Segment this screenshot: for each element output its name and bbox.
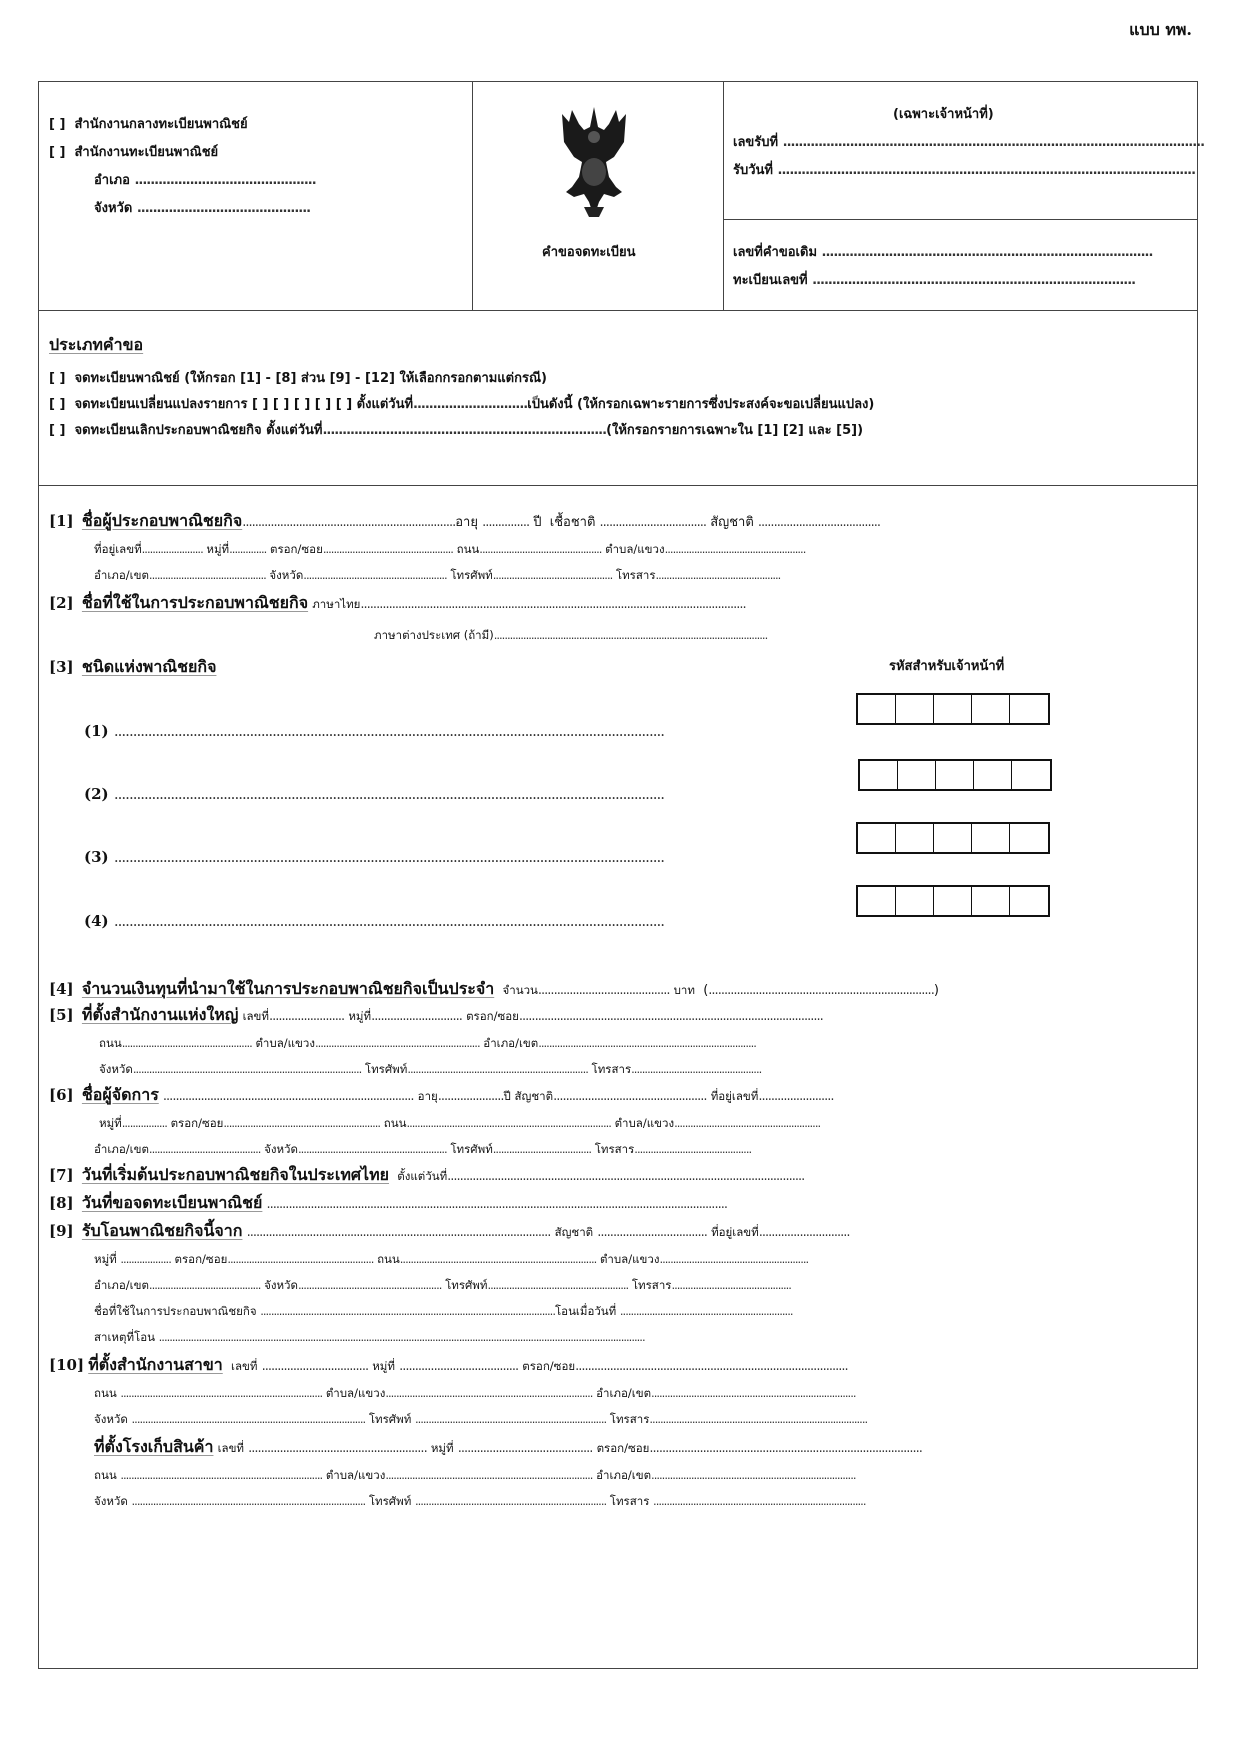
officer-code-box-2[interactable] (858, 759, 1052, 791)
section-5-head-office[interactable]: [5] ที่ตั้งสำนักงานแห่งใหญ่ เลขที่........................ หมู่ที่............................. ตรอก/ซอย................................................................................................. (49, 1005, 823, 1024)
section-10-province[interactable]: จังหวัด ........................................................................................ โทรศัพท์ ........................................................................ โทรสาร.................................................................................. (94, 1412, 868, 1426)
section-1-district[interactable]: อำเภอ/เขต............................................ จังหวัด...................................................... โทรศัพท์............................................. โทรสาร............................................... (94, 568, 781, 582)
request-type-option-change[interactable]: [ ] จดทะเบียนเปลี่ยนแปลงรายการ [ ] [ ] [ ] [ ] [ ] ตั้งแต่วันที่.............................เป็นดังนี้ (ให้กรอกเฉพาะรายการซึ่งประสงค์จะขอเปลี่ยนแปลง) (49, 397, 875, 412)
officer-code-label: รหัสสำหรับเจ้าหน้าที่ (889, 659, 1005, 674)
section-1-address[interactable]: ที่อยู่เลขที่....................... หมู่ที่.............. ตรอก/ซอย................................................. ถนน.............................................. ตำบล/แขวง..................................................... (94, 542, 806, 556)
orig-request-no-field[interactable]: เลขที่คำขอเดิม .................................................................................... (733, 245, 1153, 260)
warehouse-location[interactable]: ที่ตั้งโรงเก็บสินค้า เลขที่ ......................................................... หมู่ที่ ........................................... ตรอก/ซอย....................................................................................... (94, 1437, 922, 1456)
officer-code-box-3[interactable] (856, 822, 1050, 854)
checkbox[interactable]: [ ] (49, 117, 66, 132)
section-9-business-name[interactable]: ชื่อที่ใช้ในการประกอบพาณิชยกิจ ...............................................................................................................โอนเมื่อวันที่ ................................................................. (94, 1304, 793, 1318)
receipt-no-field[interactable]: เลขรับที่ ........................................................................................................... (733, 135, 1205, 150)
section-6-manager[interactable]: [6] ชื่อผู้จัดการ ................................................................................ อายุ.....................ปี สัญชาติ................................................. ที่อยู่เลขที่........................ (49, 1085, 834, 1104)
amphoe-field[interactable]: อำเภอ .............................................. (94, 173, 316, 188)
checkbox[interactable]: [ ] (49, 371, 66, 386)
section-10-road[interactable]: ถนน ............................................................................ ตำบล/แขวง.............................................................................. อำเภอ/เขต............................................................................. (94, 1386, 856, 1400)
business-type-item-4[interactable]: (4) .................................................................................................................................................. (84, 912, 665, 930)
warehouse-province[interactable]: จังหวัด ........................................................................................ โทรศัพท์ ........................................................................ โทรสาร ................................................................................ (94, 1494, 866, 1508)
section-2-business-name[interactable]: [2] ชื่อที่ใช้ในการประกอบพาณิชยกิจ ภาษาไทย........................................................................................................................... (49, 593, 746, 612)
section-8-register-date[interactable]: [8] วันที่ขอจดทะเบียนพาณิชย์ ................................................................................................................................................... (49, 1193, 727, 1212)
section-9-address[interactable]: หมู่ที่ ................... ตรอก/ซอย....................................................... ถนน.......................................................................... ตำบล/แขวง........................................................ (94, 1252, 809, 1266)
checkbox[interactable]: [ ] (49, 423, 66, 438)
document-title: คำขอจดทะเบียน (542, 245, 636, 260)
section-9-district[interactable]: อำเภอ/เขต.......................................... จังหวัด...................................................... โทรศัพท์..................................................... โทรสาร............................................. (94, 1278, 791, 1292)
changwat-field[interactable]: จังหวัด ............................................ (94, 201, 311, 216)
request-type-section (39, 310, 1197, 486)
officer-section (723, 82, 1205, 310)
business-type-item-1[interactable]: (1) .................................................................................................................................................. (84, 722, 665, 740)
business-type-item-3[interactable]: (3) .................................................................................................................................................. (84, 848, 665, 866)
form-code: แบบ ทพ. (1129, 20, 1192, 39)
section-3-business-type: [3] ชนิดแห่งพาณิชยกิจ (49, 657, 217, 676)
warehouse-road[interactable]: ถนน ............................................................................ ตำบล/แขวง.............................................................................. อำเภอ/เขต............................................................................. (94, 1468, 856, 1482)
registration-form (38, 81, 1205, 1669)
garuda-emblem-icon (544, 102, 644, 222)
checkbox[interactable]: [ ] (49, 145, 66, 160)
form-header (39, 82, 1205, 311)
office-selection (39, 82, 473, 310)
section-6-address[interactable]: หมู่ที่................. ตรอก/ซอย........................................................... ถนน............................................................................. ตำบล/แขวง....................................................... (99, 1116, 821, 1130)
office-option-central[interactable]: [ ] สำนักงานกลางทะเบียนพาณิชย์ (49, 117, 248, 132)
emblem-cell (472, 82, 724, 310)
received-date-field[interactable]: รับวันที่ .......................................................................................................... (733, 163, 1196, 178)
officer-only-label: (เฉพาะเจ้าหน้าที่) (893, 107, 994, 122)
section-2-foreign-name[interactable]: ภาษาต่างประเทศ (ถ้ามี)....................................................................................................... (374, 628, 768, 642)
request-type-option-register[interactable]: [ ] จดทะเบียนพาณิชย์ (ให้กรอก [1] - [8] ส่วน [9] - [12] ให้เลือกกรอกตามแต่กรณี) (49, 371, 547, 386)
checkbox[interactable]: [ ] (49, 397, 66, 412)
section-10-branch[interactable]: [10] ที่ตั้งสำนักงานสาขา เลขที่ .................................. หมู่ที่ ...................................... ตรอก/ซอย....................................................................................... (49, 1355, 848, 1374)
business-type-item-2[interactable]: (2) .................................................................................................................................................. (84, 785, 665, 803)
request-type-option-cancel[interactable]: [ ] จดทะเบียนเลิกประกอบพาณิชยกิจ ตั้งแต่วันที่........................................................................(ให้กรอกรายการเฉพาะใน [1] [2] และ [5]) (49, 423, 864, 438)
section-5-province[interactable]: จังหวัด...................................................................................... โทรศัพท์.................................................................... โทรสาร................................................. (99, 1062, 762, 1076)
section-4-capital[interactable]: [4] จำนวนเงินทุนที่นำมาใช้ในการประกอบพาณิชยกิจเป็นประจำ จำนวน.......................................... บาท (........................................................................) (49, 979, 939, 998)
section-6-district[interactable]: อำเภอ/เขต.......................................... จังหวัด........................................................ โทรศัพท์..................................... โทรสาร............................................ (94, 1142, 752, 1156)
officer-code-box-4[interactable] (856, 885, 1050, 917)
office-option-local[interactable]: [ ] สำนักงานทะเบียนพาณิชย์ (49, 145, 219, 160)
section-5-road[interactable]: ถนน................................................. ตำบล/แขวง.............................................................. อำเภอ/เขต.................................................................................. (99, 1036, 756, 1050)
section-9-transfer-from[interactable]: [9] รับโอนพาณิชยกิจนี้จาก ................................................................................................. สัญชาติ ................................... ที่อยู่เลขที่............................. (49, 1221, 850, 1240)
request-type-title: ประเภทคำขอ (49, 335, 144, 354)
officer-code-box-1[interactable] (856, 693, 1050, 725)
section-7-start-date[interactable]: [7] วันที่เริ่มต้นประกอบพาณิชยกิจในประเทศไทย ตั้งแต่วันที่.................................................................................................................. (49, 1165, 805, 1184)
section-1-owner-name[interactable]: [1] ชื่อผู้ประกอบพาณิชยกิจ....................................................................อายุ ............... ปี เชื้อชาติ .................................. สัญชาติ ....................................... (49, 511, 881, 530)
section-9-reason[interactable]: สาเหตุที่โอน ....................................................................................................................................................................................... (94, 1330, 645, 1344)
registration-no-field[interactable]: ทะเบียนเลขที่ .................................................................................. (733, 273, 1136, 288)
